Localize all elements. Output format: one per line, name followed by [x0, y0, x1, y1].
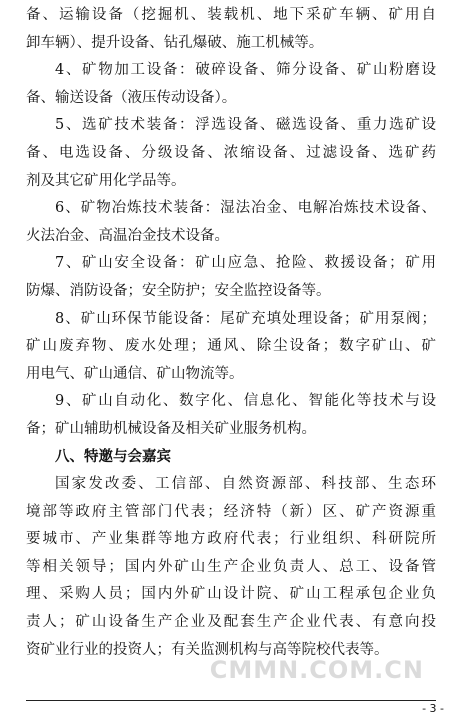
text-line: 备、输送设备（液压传动设备）。 [26, 89, 237, 106]
text-line: 矿山废弃物、废水处理；通风、除尘设备；数字矿山、矿 [26, 338, 436, 355]
text-line: 5、选矿技术装备：浮选设备、磁选设备、重力选矿设 [55, 117, 436, 134]
page-number: - 3 - [422, 702, 444, 715]
text-line: 资矿业行业的投资人；有关监测机构与高等院校代表等。 [26, 641, 389, 658]
text-line: 要城市、产业集群等地方政府代表；行业组织、科研院所 [26, 531, 436, 548]
text-line: 用电气、矿山通信、矿山物流等。 [26, 365, 244, 382]
text-line: 防爆、消防设备；安全防护；安全监控设备等。 [26, 282, 331, 299]
text-line: 卸车辆）、提升设备、钻孔爆破、施工机械等。 [26, 34, 324, 51]
text-line: 理、采购人员；国内外矿山设计院、矿山工程承包企业负 [26, 586, 436, 603]
text-line: 境部等政府主管部门代表；经济特（新）区、矿产资源重 [26, 503, 436, 520]
text-line: 国家发改委、工信部、自然资源部、科技部、生态环 [55, 476, 436, 493]
text-line: 火法冶金、高温冶金技术设备。 [26, 227, 229, 244]
text-line: 8、矿山环保节能设备：尾矿充填处理设备；矿用泵阀； [55, 310, 436, 327]
section-heading: 八、特邀与会嘉宾 [55, 448, 171, 465]
text-line: 备、电选设备、分级设备、浓缩设备、过滤设备、选矿药 [26, 144, 436, 161]
text-line: 7、矿山安全设备：矿山应急、抢险、救援设备；矿用 [55, 255, 436, 272]
footer-divider [26, 700, 436, 701]
text-line: 9、矿山自动化、数字化、信息化、智能化等技术与设 [55, 393, 436, 410]
text-line: 备、运输设备（挖掘机、装载机、地下采矿车辆、矿用自 [26, 7, 436, 23]
text-line: 4、矿物加工设备：破碎设备、筛分设备、矿山粉磨设 [55, 62, 436, 79]
text-line: 责人；矿山设备生产企业及配套生产企业代表、有意向投 [26, 614, 436, 631]
text-line: 剂及其它矿用化学品等。 [26, 172, 186, 189]
document-body [26, 2, 436, 664]
text-line: 6、矿物冶炼技术装备：湿法冶金、电解冶炼技术设备、 [55, 200, 436, 217]
text-line: 等相关领导；国内外矿山生产企业负责人、总工、设备管 [26, 558, 436, 575]
text-line: 备；矿山辅助机械设备及相关矿业服务机构。 [26, 420, 316, 437]
watermark: CMMN.COM.CN [209, 656, 424, 684]
